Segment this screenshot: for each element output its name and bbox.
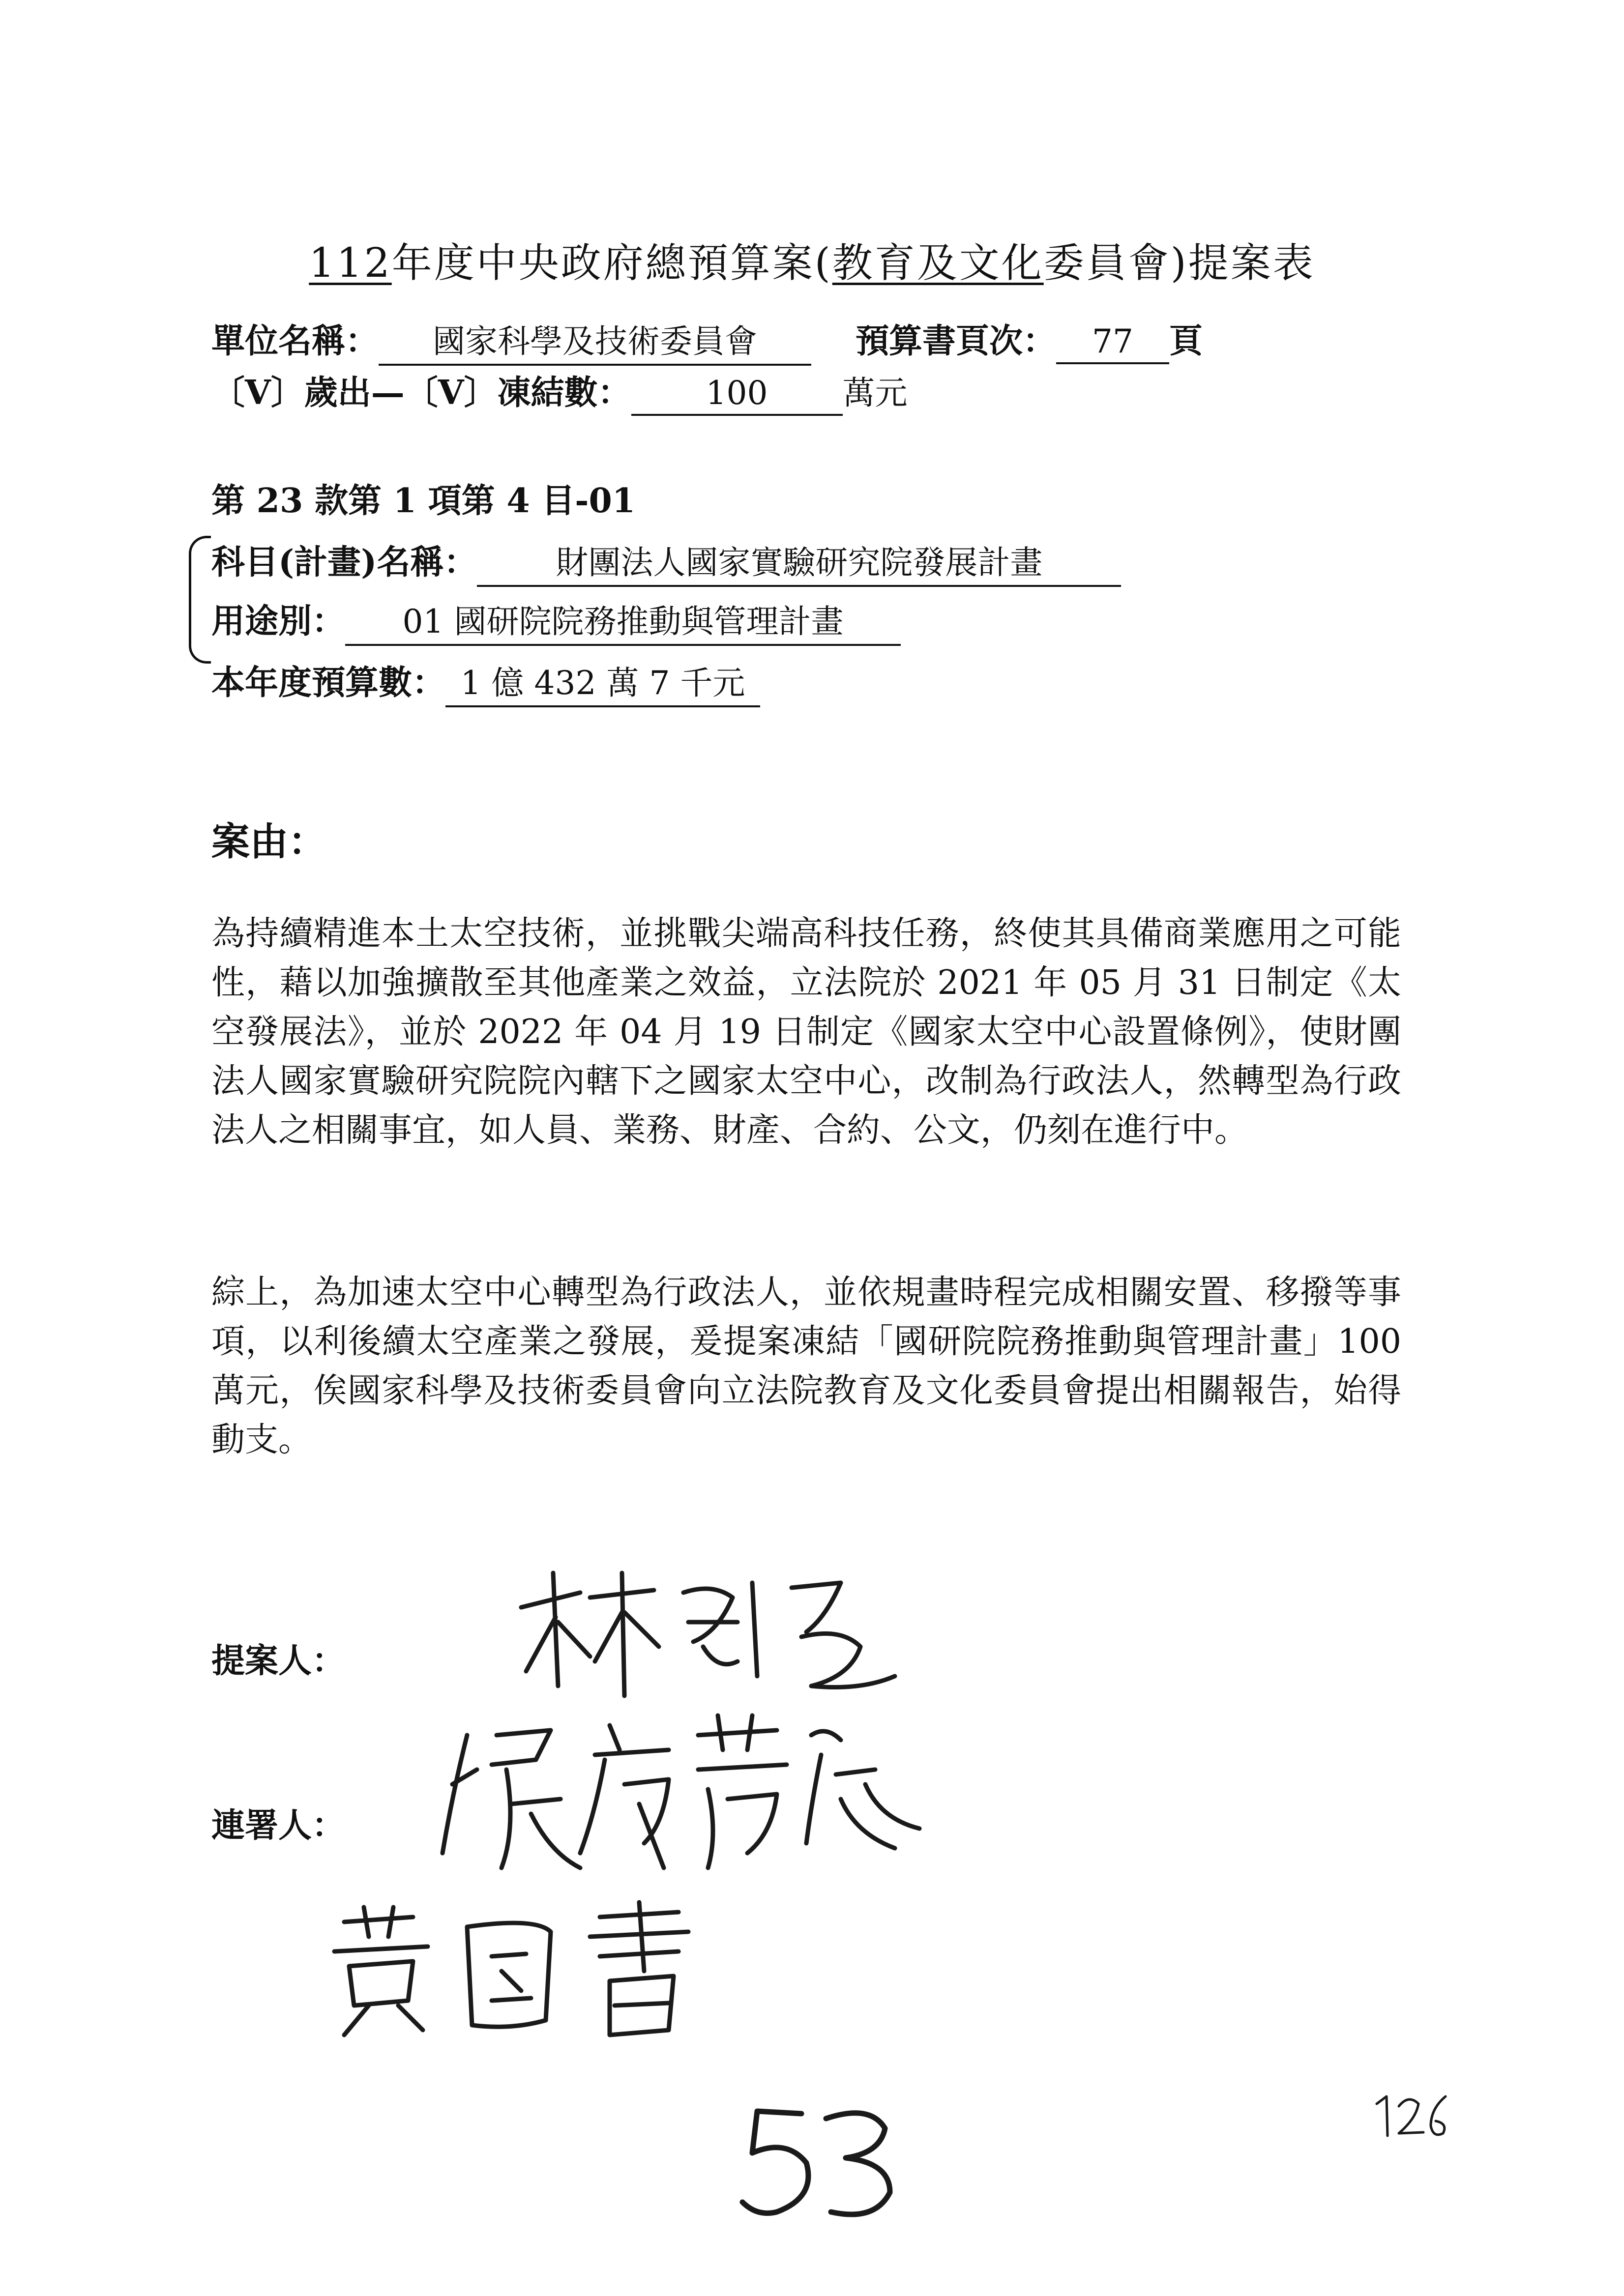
subject-row: [211, 536, 1121, 587]
proposer-label: 提案人：: [211, 1641, 346, 1681]
freeze-label: 〔V〕歲出—〔V〕凍結數：: [211, 373, 631, 412]
cosigner-label: 連署人：: [211, 1806, 346, 1845]
reason-paragraph-1: 為持續精進本土太空技術，並挑戰尖端高科技任務，終使其具備商業應用之可能性，藉以加強擴散至其他產業之效益，立法院於 2021 年 05 月 31 日制定《太空發展法》，並於 2022 年 04 月 19 日制定《國家太空中心設置條例》，使財團法人國家實驗研究院院內轄下之國家太空中心，改制為行政法人，然轉型為行政法人之相關事宜，如人員、業務、財產、合約、公文，仍刻在進行中。: [211, 914, 1401, 1150]
proposer-signature: [506, 1563, 949, 1720]
budget-row: [211, 656, 760, 707]
item-code: 第 23 款第 1 項第 4 目-01: [211, 481, 636, 521]
reason-paragraph-2: 綜上，為加速太空中心轉型為行政法人，並依規畫時程完成相關安置、移撥等事項，以利後續太空產業之發展，爰提案凍結「國研院院務推動與管理計畫」100 萬元，俟國家科學及技術委員會向立法院教育及文化委員會提出相關報告，始得動支。: [211, 1273, 1401, 1459]
budget-label: 本年度預算數：: [211, 663, 446, 702]
page-number: [1367, 2089, 1455, 2143]
page-ref-label: 預算書頁次：: [856, 321, 1057, 361]
unit-value: 國家科學及技術委員會: [379, 315, 811, 366]
subject-label: 科目(計畫)名稱：: [211, 543, 477, 582]
budget-value: 1 億 432 萬 7 千元: [445, 657, 760, 707]
page-title: [0, 231, 1624, 289]
title-part2: 委員會)提案表: [1043, 240, 1315, 287]
cosigner-signature-2: [315, 1897, 806, 2045]
title-part1: 年度中央政府總預算案(: [391, 240, 832, 287]
unit-row: [211, 315, 1203, 366]
freeze-suffix: 萬元: [842, 374, 908, 412]
usage-value: 01 國研院院務推動與管理計畫: [345, 595, 901, 646]
freeze-row: [211, 366, 908, 416]
page-ref-value: 77: [1056, 322, 1169, 364]
handwritten-number: [728, 2099, 915, 2227]
freeze-value: 100: [631, 374, 843, 416]
title-committee: 教育及文化: [832, 240, 1044, 287]
usage-row: [211, 595, 901, 646]
unit-label: 單位名稱：: [211, 321, 379, 361]
subject-value: 財團法人國家實驗研究院發展計畫: [477, 536, 1121, 587]
usage-label: 用途別：: [211, 602, 346, 641]
reason-heading: 案由：: [211, 819, 327, 864]
brace-mark: [189, 536, 211, 664]
page-ref-suffix: 頁: [1169, 321, 1203, 361]
title-year: 112: [309, 240, 392, 287]
cosigner-signature-1: [433, 1706, 974, 1912]
